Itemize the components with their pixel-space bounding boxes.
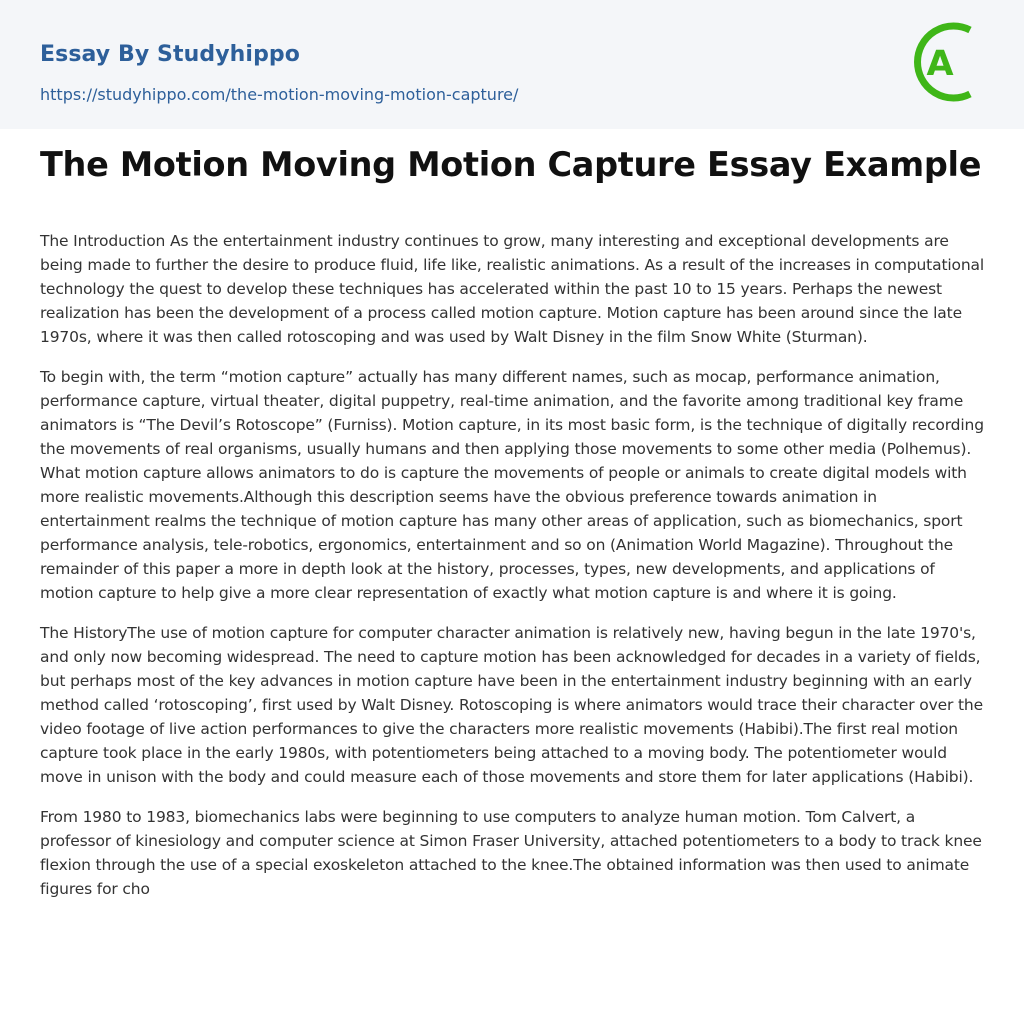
article-paragraph: To begin with, the term “motion capture” actually has many different names, such as mocap, performance animation, performance capture, virtual theater, digital puppetry, real-time animation, and the favorite among traditional key frame animators is “The Devil’s Rotoscope” (Furniss). Motion capture, in its most basic form, is the technique of digitally recording the movements of real organisms, usually humans and then applying those movements to some other media (Polhemus). What motion capture allows animators to do is capture the movements of people or animals to create digital models with more realistic movements.Although this description seems have the obvious preference towards animation in entertainment realms the technique of motion capture has many other areas of application, such as biomechanics, sport performance analysis, tele-robotics, ergonomics, entertainment and so on (Animation World Magazine). Throughout the remainder of this paper a more in depth look at the history, processes, types, new developments, and applications of motion capture to help give a more clear representation of exactly what motion capture is and where it is going. [40,368,984,602]
article-body [40,229,985,917]
article-title: The Motion Moving Motion Capture Essay Example [40,145,982,184]
article-paragraph: The HistoryThe use of motion capture for computer character animation is relatively new, having begun in the late 1970's, and only now becoming widespread. The need to capture motion has been acknowledged for decades in a variety of fields, but perhaps most of the key advances in motion capture have been in the entertainment industry beginning with an early method called ‘rotoscoping’, first used by Walt Disney. Rotoscoping is where animators would trace their character over the video footage of live action performances to give the characters more realistic movements (Habibi).The first real motion capture took place in the early 1980s, with potentiometers being attached to a moving body. The potentiometer would move in unison with the body and could measure each of those movements and store them for later applications (Habibi). [40,624,983,786]
page-url-link[interactable]: https://studyhippo.com/the-motion-moving-motion-capture/ [40,85,519,104]
studyhippo-logo-icon[interactable] [912,18,988,106]
article-paragraph: The Introduction As the entertainment industry continues to grow, many interesting and exceptional developments are being made to further the desire to produce fluid, life like, realistic animations. As a result of the increases in computational technology the quest to develop these techniques has accelerated within the past 10 to 15 years. Perhaps the newest realization has been the development of a process called motion capture. Motion capture has been around since the late 1970s, where it was then called rotoscoping and was used by Walt Disney in the film Snow White (Sturman). [40,232,985,346]
site-header [0,0,1024,129]
logo-letter: A [926,44,954,84]
site-brand[interactable]: Essay By Studyhippo [40,42,300,67]
article-paragraph: From 1980 to 1983, biomechanics labs were beginning to use computers to analyze human motion. Tom Calvert, a professor of kinesiology and computer science at Simon Fraser University, attached potentiometers to a body to track knee flexion through the use of a special exoskeleton attached to the knee.The obtained information was then used to animate figures for cho [40,808,982,898]
